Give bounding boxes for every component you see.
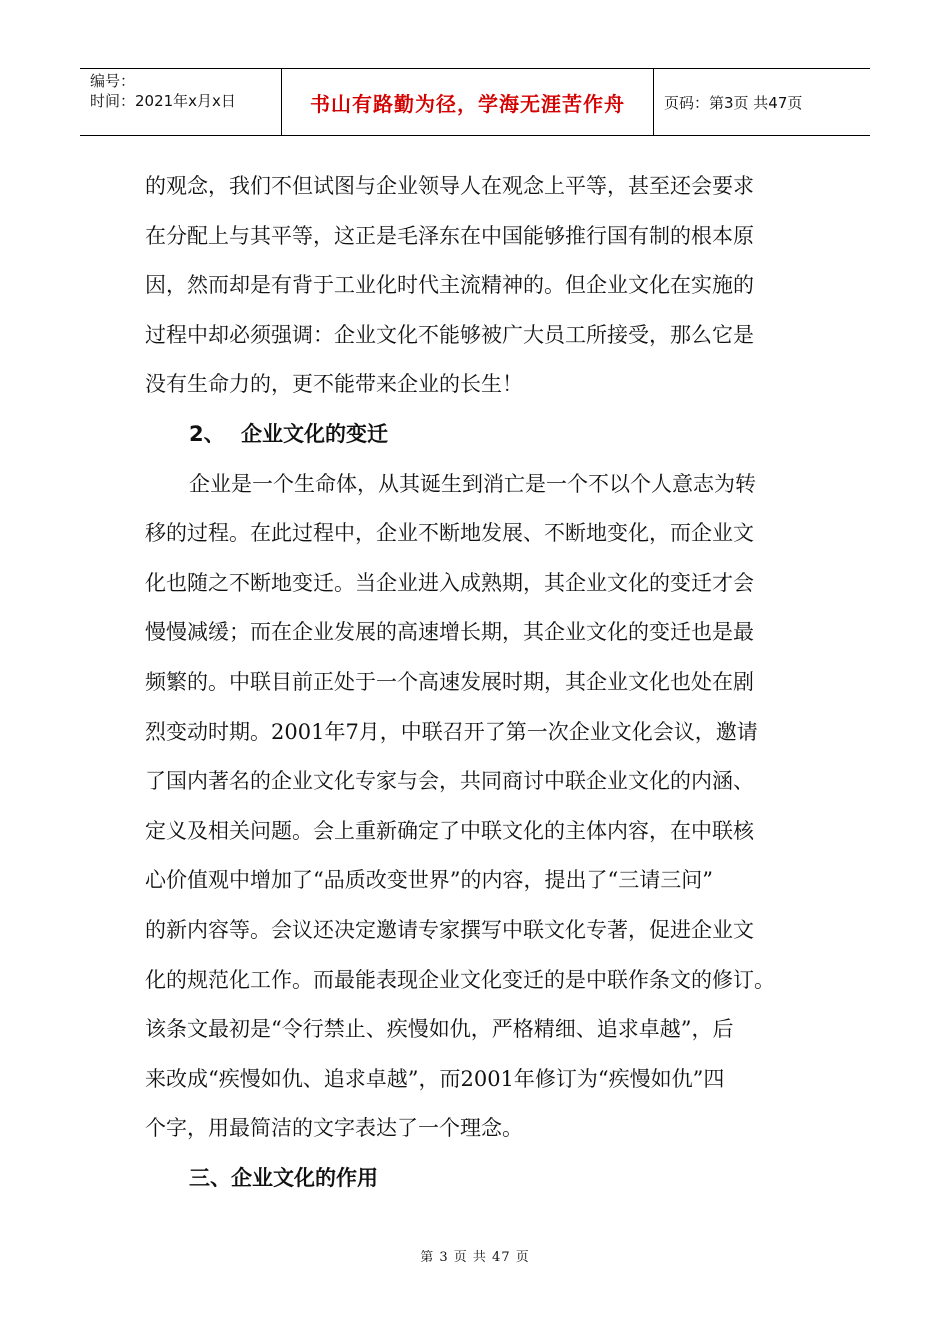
body-line: 的观念，我们不但试图与企业领导人在观念上平等，甚至还会要求 [145,174,754,198]
header-motto: 书山有路勤为径，学海无涯苦作舟 [282,69,654,135]
body-line: 化的规范化工作。而最能表现企业文化变迁的是中联作条文的修订。 [145,967,775,992]
body-line: 的新内容等。会议还决定邀请专家撰写中联文化专著，促进企业文 [145,917,754,942]
section-heading-3: 三、企业文化的作用 [189,1165,378,1190]
header-number-label: 编号： [90,72,136,90]
page-header [80,68,870,136]
header-time-label: 时间：2021年x月x日 [90,92,236,110]
body-line: 个字，用最简洁的文字表达了一个理念。 [145,1116,523,1141]
body-line: 来改成“疾慢如仇、追求卓越”，而2001年修订为“疾慢如仇”四 [145,1066,725,1091]
body-line: 企业是一个生命体，从其诞生到消亡是一个不以个人意志为转 [189,471,756,496]
body-line: 烈变动时期。2001年7月，中联召开了第一次企业文化会议，邀请 [145,719,758,744]
page-footer: 第 3 页 共 47 页 [420,1250,530,1265]
body-line: 定义及相关问题。会上重新确定了中联文化的主体内容，在中联核 [145,818,754,843]
body-line: 该条文最初是“令行禁止、疾慢如仇，严格精细、追求卓越”，后 [145,1017,734,1042]
section-heading-2-number: 2、 [189,421,225,446]
header-meta [80,69,282,135]
body-line: 没有生命力的，更不能带来企业的长生！ [145,372,523,397]
body-line: 慢慢减缓；而在企业发展的高速增长期，其企业文化的变迁也是最 [145,620,754,645]
body-line: 因，然而却是有背于工业化时代主流精神的。但企业文化在实施的 [145,273,754,298]
body-line: 过程中却必须强调：企业文化不能够被广大员工所接受，那么它是 [145,322,754,347]
body-line: 频繁的。中联目前正处于一个高速发展时期，其企业文化也处在剧 [145,669,754,694]
body-line: 心价值观中增加了“品质改变世界”的内容，提出了“三请三问” [145,868,713,893]
section-heading-2-text: 企业文化的变迁 [241,421,388,446]
document-body [145,162,825,1203]
body-line: 了国内著名的企业文化专家与会，共同商讨中联企业文化的内涵、 [145,769,754,794]
header-page-info: 页码：第3页 共47页 [664,93,803,112]
body-line: 化也随之不断地变迁。当企业进入成熟期，其企业文化的变迁才会 [145,570,754,595]
body-line: 在分配上与其平等，这正是毛泽东在中国能够推行国有制的根本原 [145,223,754,248]
section-heading-2 [145,410,825,460]
body-line: 移的过程。在此过程中，企业不断地发展、不断地变化，而企业文 [145,521,754,546]
